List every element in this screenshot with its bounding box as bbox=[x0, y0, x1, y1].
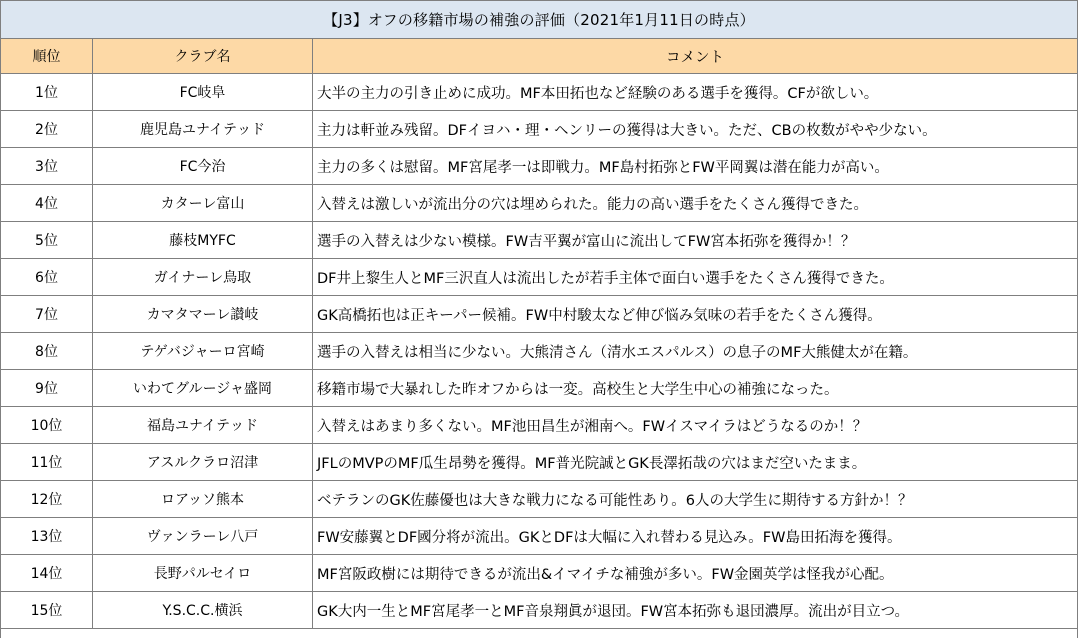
club-cell: FC岐阜 bbox=[93, 74, 313, 110]
club-cell: 長野パルセイロ bbox=[93, 555, 313, 591]
table-row bbox=[1, 592, 1077, 629]
rank-cell: 3位 bbox=[1, 148, 93, 184]
comment-cell: 主力の多くは慰留。MF宮尾孝一は即戦力。MF島村拓弥とFW平岡翼は潜在能力が高い。 bbox=[317, 159, 889, 176]
table-row bbox=[1, 333, 1077, 370]
comment-cell: 主力は軒並み残留。DFイヨハ・理・ヘンリーの獲得は大きい。ただ、CBの枚数がやや少ない。 bbox=[317, 122, 937, 139]
table-title: 【J3】オフの移籍市場の補強の評価（2021年1月11日の時点） bbox=[1, 1, 1077, 39]
club-cell: 藤枝MYFC bbox=[93, 222, 313, 258]
table-row bbox=[1, 259, 1077, 296]
rank-cell: 6位 bbox=[1, 259, 93, 295]
header-comment: コメント bbox=[666, 49, 724, 66]
table-row bbox=[1, 148, 1077, 185]
rank-cell: 7位 bbox=[1, 296, 93, 332]
rank-cell: 10位 bbox=[1, 407, 93, 443]
comment-cell: GK高橋拓也は正キーパー候補。FW中村駿太など伸び悩み気味の若手をたくさん獲得。 bbox=[317, 307, 882, 324]
comment-cell: FW安藤翼とDF國分将が流出。GKとDFは大幅に入れ替わる見込み。FW島田拓海を獲得。 bbox=[317, 529, 902, 546]
club-cell: ロアッソ熊本 bbox=[93, 481, 313, 517]
rank-cell: 13位 bbox=[1, 518, 93, 554]
rank-cell: 2位 bbox=[1, 111, 93, 147]
comment-cell: DF井上黎生人とMF三沢直人は流出したが若手主体で面白い選手をたくさん獲得できた。 bbox=[317, 270, 894, 287]
header-row bbox=[1, 39, 1077, 74]
table-body bbox=[1, 74, 1077, 629]
comment-cell: 選手の入替えは相当に少ない。大熊清さん（清水エスパルス）の息子のMF大熊健太が在籍。 bbox=[317, 344, 918, 361]
comment-cell: 大半の主力の引き止めに成功。MF本田拓也など経験のある選手を獲得。CFが欲しい。 bbox=[317, 85, 879, 102]
comment-cell: GK大内一生とMF宮尾孝一とMF音泉翔眞が退団。FW宮本拓弥も退団濃厚。流出が目立つ。 bbox=[317, 603, 910, 620]
rank-cell: 1位 bbox=[1, 74, 93, 110]
rank-cell: 12位 bbox=[1, 481, 93, 517]
comment-cell: 選手の入替えは少ない模様。FW吉平翼が富山に流出してFW宮本拓弥を獲得か！？ bbox=[317, 233, 856, 250]
header-rank: 順位 bbox=[1, 39, 93, 73]
club-cell: いわてグルージャ盛岡 bbox=[93, 370, 313, 406]
club-cell: 鹿児島ユナイテッド bbox=[93, 111, 313, 147]
club-cell: Y.S.C.C.横浜 bbox=[93, 592, 313, 628]
comment-cell: 移籍市場で大暴れした昨オフからは一変。高校生と大学生中心の補強になった。 bbox=[317, 381, 839, 398]
rank-cell: 5位 bbox=[1, 222, 93, 258]
table-row bbox=[1, 481, 1077, 518]
table-row bbox=[1, 222, 1077, 259]
comment-cell: 入替えはあまり多くない。MF池田昌生が湘南へ。FWイスマイラはどうなるのか！？ bbox=[317, 418, 868, 435]
rank-cell: 11位 bbox=[1, 444, 93, 480]
comment-cell: MF宮阪政樹には期待できるが流出&イマイチな補強が多い。FW金園英学は怪我が心配。 bbox=[317, 566, 894, 583]
table-row bbox=[1, 444, 1077, 481]
header-club: クラブ名 bbox=[93, 39, 313, 73]
club-cell: カマタマーレ讃岐 bbox=[93, 296, 313, 332]
club-cell: カターレ富山 bbox=[93, 185, 313, 221]
table-row bbox=[1, 555, 1077, 592]
club-cell: ヴァンラーレ八戸 bbox=[93, 518, 313, 554]
comment-cell: JFLのMVPのMF瓜生昂勢を獲得。MF普光院誠とGK長澤拓哉の穴はまだ空いたまま。 bbox=[317, 455, 867, 472]
rank-cell: 14位 bbox=[1, 555, 93, 591]
club-cell: ガイナーレ鳥取 bbox=[93, 259, 313, 295]
table-row bbox=[1, 296, 1077, 333]
table-row bbox=[1, 185, 1077, 222]
rank-cell: 4位 bbox=[1, 185, 93, 221]
table-row bbox=[1, 518, 1077, 555]
club-cell: アスルクラロ沼津 bbox=[93, 444, 313, 480]
rank-cell: 8位 bbox=[1, 333, 93, 369]
table-row bbox=[1, 370, 1077, 407]
table-row bbox=[1, 111, 1077, 148]
club-cell: テゲバジャーロ宮崎 bbox=[93, 333, 313, 369]
comment-cell: 入替えは激しいが流出分の穴は埋められた。能力の高い選手をたくさん獲得できた。 bbox=[317, 196, 868, 213]
comment-cell: ベテランのGK佐藤優也は大きな戦力になる可能性あり。6人の大学生に期待する方針か！？ bbox=[317, 492, 913, 509]
club-cell: 福島ユナイテッド bbox=[93, 407, 313, 443]
club-cell: FC今治 bbox=[93, 148, 313, 184]
rank-cell: 15位 bbox=[1, 592, 93, 628]
table-row bbox=[1, 74, 1077, 111]
table-row bbox=[1, 407, 1077, 444]
rank-cell: 9位 bbox=[1, 370, 93, 406]
